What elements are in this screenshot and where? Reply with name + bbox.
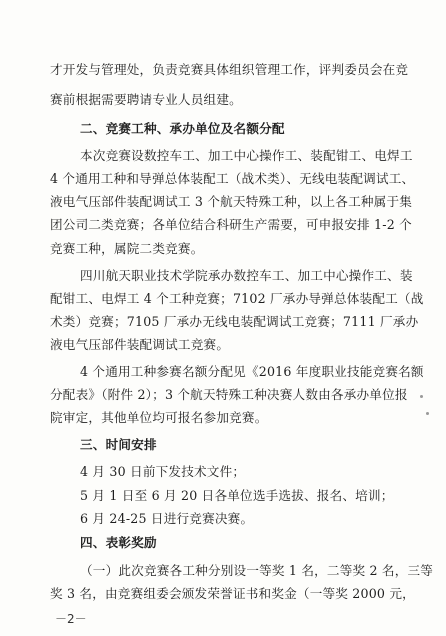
body-text-line: 4 月 30 日前下发技术文件；	[80, 464, 246, 479]
body-text-line: （一）此次竞赛各工种分别设一等奖 1 名，二等奖 2 名，三等	[80, 563, 434, 578]
body-text-line: 4 个通用工种和导弹总体装配工（战术类）、无线电装配调试工、	[50, 171, 415, 186]
body-text-line: 赛前根据需要聘请专业人员组建。	[50, 92, 242, 107]
body-text-line: 术类）竞赛；7105 厂承办无线电装配调试工竞赛；7111 厂承办	[50, 314, 419, 329]
body-text-line: 6 月 24-25 日进行竞赛决赛。	[80, 511, 254, 526]
body-text-line: 四川航天职业技术学院承办数控车工、加工中心操作工、装	[80, 268, 413, 283]
body-text-line: 才开发与管理处，负责竞赛具体组织管理工作，评判委员会在竞	[50, 62, 409, 77]
page-number: －2－	[55, 612, 87, 626]
scan-speck	[420, 395, 423, 398]
section-heading: 二、竞赛工种、承办单位及名额分配	[80, 121, 285, 136]
body-text-line: 液电气压部件装配调试工 3 个航天特殊工种，以上各工种属于集	[50, 194, 413, 209]
body-text-line: 团公司二类竞赛；各单位结合科研生产需要，可申报安排 1-2 个	[50, 217, 412, 232]
body-text-line: 院审定，其他单位均可报名参加竞赛。	[50, 410, 268, 425]
body-text-line: 本次竞赛设数控车工、加工中心操作工、装配钳工、电焊工	[80, 148, 413, 163]
body-text-line: 配钳工、电焊工 4 个工种竞赛；7102 厂承办导弹总体装配工（战	[50, 291, 424, 306]
scan-speck	[426, 412, 429, 415]
section-heading: 三、时间安排	[80, 437, 157, 452]
body-text-line: 5 月 1 日至 6 月 20 日各单位选手选拔、报名、培训；	[80, 488, 394, 503]
body-text-line: 4 个通用工种参赛名额分配见《2016 年度职业技能竞赛名额	[80, 364, 424, 379]
body-text-line: 液电气压部件装配调试工竞赛。	[50, 337, 230, 352]
section-heading: 四、表彰奖励	[80, 535, 157, 550]
body-text-line: 分配表》（附件 2）；3 个航天特殊工种决赛人数由各承办单位报	[50, 387, 408, 402]
body-text-line: 竞赛工种，属院二类竞赛。	[50, 241, 204, 256]
body-text-line: 奖 3 名，由竞赛组委会颁发荣誉证书和奖金（一等奖 2000 元，	[50, 586, 415, 601]
